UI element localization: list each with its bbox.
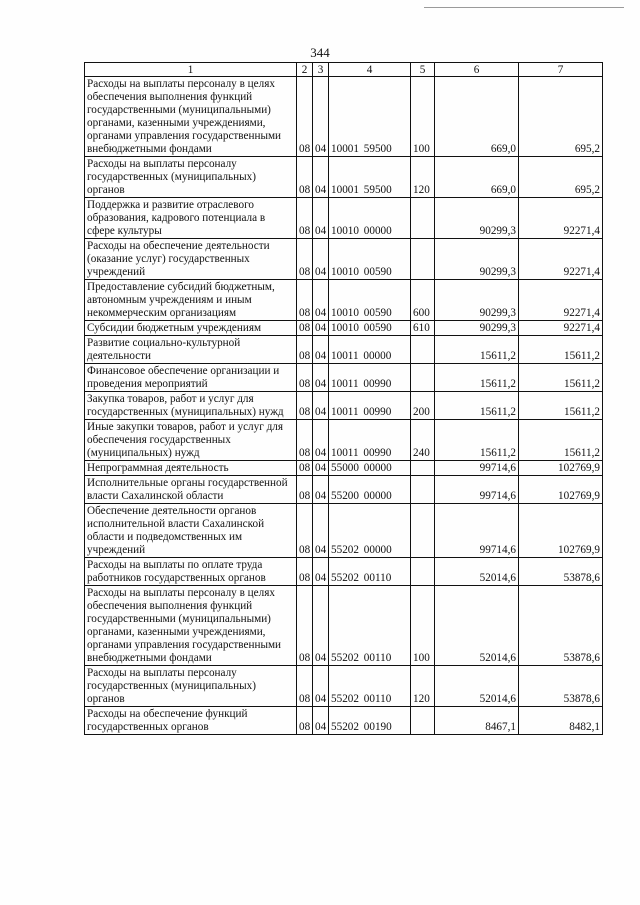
table-row [85,280,603,321]
table-row [85,392,603,420]
cell-name: Иные закупки товаров, работ и услуг для обеспечения государственных (муниципальных) нужд [85,420,297,461]
cell-target-article: 10010 00590 [329,321,411,336]
cell-subsection: 04 [313,707,329,735]
cell-amount-year1: 90299,3 [435,239,519,280]
cell-section: 08 [297,336,313,364]
cell-target-article: 55202 00110 [329,666,411,707]
cell-amount-year2: 53878,6 [519,586,603,666]
table-row [85,239,603,280]
table-row [85,420,603,461]
cell-section: 08 [297,476,313,504]
cell-target-article: 10010 00590 [329,239,411,280]
cell-amount-year1: 90299,3 [435,321,519,336]
cell-amount-year2: 15611,2 [519,336,603,364]
cell-section: 08 [297,364,313,392]
cell-subsection: 04 [313,420,329,461]
cell-target-article: 10011 00000 [329,336,411,364]
cell-expense-type [411,504,435,558]
table-row [85,476,603,504]
cell-target-article: 10001 59500 [329,157,411,198]
table-row [85,364,603,392]
cell-section: 08 [297,420,313,461]
cell-target-article: 10011 00990 [329,364,411,392]
cell-name: Расходы на выплаты персоналу в целях обеспечения выполнения функций государственными (муниципальными) органами, казенными учреждениями, органами управления государственными внебюджетными фондами [85,586,297,666]
cell-expense-type: 100 [411,77,435,157]
header-col-5: 5 [411,63,435,77]
cell-amount-year2: 8482,1 [519,707,603,735]
cell-expense-type: 200 [411,392,435,420]
cell-expense-type: 240 [411,420,435,461]
table-row [85,666,603,707]
cell-amount-year1: 15611,2 [435,336,519,364]
cell-expense-type: 120 [411,666,435,707]
cell-subsection: 04 [313,157,329,198]
cell-target-article: 10001 59500 [329,77,411,157]
cell-section: 08 [297,77,313,157]
table-row [85,461,603,476]
cell-expense-type [411,364,435,392]
cell-section: 08 [297,157,313,198]
cell-expense-type: 120 [411,157,435,198]
cell-name: Закупка товаров, работ и услуг для государственных (муниципальных) нужд [85,392,297,420]
cell-subsection: 04 [313,476,329,504]
cell-subsection: 04 [313,364,329,392]
cell-amount-year2: 92271,4 [519,239,603,280]
cell-amount-year2: 102769,9 [519,476,603,504]
cell-target-article: 55202 00000 [329,504,411,558]
cell-amount-year1: 15611,2 [435,392,519,420]
cell-amount-year2: 92271,4 [519,198,603,239]
table-row [85,321,603,336]
cell-amount-year1: 15611,2 [435,364,519,392]
cell-name: Расходы на обеспечение деятельности (оказание услуг) государственных учреждений [85,239,297,280]
cell-expense-type: 100 [411,586,435,666]
cell-amount-year2: 695,2 [519,77,603,157]
table-row [85,198,603,239]
cell-name: Субсидии бюджетным учреждениям [85,321,297,336]
cell-expense-type [411,476,435,504]
cell-section: 08 [297,461,313,476]
header-col-1: 1 [85,63,297,77]
table-row [85,77,603,157]
table-row [85,558,603,586]
cell-subsection: 04 [313,504,329,558]
cell-expense-type [411,239,435,280]
cell-subsection: 04 [313,198,329,239]
cell-section: 08 [297,239,313,280]
cell-target-article: 55000 00000 [329,461,411,476]
cell-amount-year2: 15611,2 [519,364,603,392]
cell-expense-type [411,198,435,239]
header-col-6: 6 [435,63,519,77]
cell-subsection: 04 [313,392,329,420]
table-row [85,707,603,735]
cell-name: Расходы на выплаты по оплате труда работников государственных органов [85,558,297,586]
cell-subsection: 04 [313,461,329,476]
cell-amount-year2: 15611,2 [519,420,603,461]
cell-name: Расходы на выплаты персоналу государственных (муниципальных) органов [85,666,297,707]
cell-target-article: 55200 00000 [329,476,411,504]
cell-target-article: 10010 00000 [329,198,411,239]
cell-section: 08 [297,558,313,586]
cell-name: Расходы на выплаты персоналу государственных (муниципальных) органов [85,157,297,198]
cell-amount-year1: 99714,6 [435,461,519,476]
cell-section: 08 [297,280,313,321]
cell-subsection: 04 [313,336,329,364]
cell-amount-year1: 52014,6 [435,558,519,586]
cell-expense-type [411,336,435,364]
cell-expense-type [411,707,435,735]
cell-section: 08 [297,321,313,336]
cell-target-article: 10011 00990 [329,420,411,461]
cell-expense-type [411,558,435,586]
cell-section: 08 [297,504,313,558]
scan-edge-line [424,7,624,8]
cell-subsection: 04 [313,77,329,157]
cell-name: Развитие социально-культурной деятельности [85,336,297,364]
cell-amount-year1: 99714,6 [435,476,519,504]
cell-section: 08 [297,198,313,239]
cell-target-article: 55202 00110 [329,558,411,586]
cell-name: Исполнительные органы государственной власти Сахалинской области [85,476,297,504]
cell-subsection: 04 [313,558,329,586]
cell-amount-year2: 53878,6 [519,558,603,586]
cell-subsection: 04 [313,586,329,666]
cell-subsection: 04 [313,321,329,336]
cell-subsection: 04 [313,280,329,321]
cell-expense-type [411,461,435,476]
cell-target-article: 55202 00110 [329,586,411,666]
cell-name: Поддержка и развитие отраслевого образования, кадрового потенциала в сфере культуры [85,198,297,239]
budget-table-body [85,63,603,735]
budget-table [84,62,603,735]
cell-name: Расходы на выплаты персоналу в целях обеспечения выполнения функций государственными (муниципальными) органами, казенными учреждениями, органами управления государственными внебюджетными фондами [85,77,297,157]
cell-amount-year2: 102769,9 [519,504,603,558]
header-col-2: 2 [297,63,313,77]
cell-subsection: 04 [313,666,329,707]
cell-expense-type: 610 [411,321,435,336]
header-col-3: 3 [313,63,329,77]
cell-name: Непрограммная деятельность [85,461,297,476]
cell-amount-year1: 15611,2 [435,420,519,461]
cell-amount-year2: 695,2 [519,157,603,198]
cell-name: Обеспечение деятельности органов исполнительной власти Сахалинской области и подведомственных им учреждений [85,504,297,558]
header-col-4: 4 [329,63,411,77]
page-number: 344 [310,45,330,60]
cell-amount-year1: 669,0 [435,77,519,157]
header-col-7: 7 [519,63,603,77]
cell-target-article: 10011 00990 [329,392,411,420]
table-row [85,157,603,198]
cell-section: 08 [297,586,313,666]
cell-amount-year2: 53878,6 [519,666,603,707]
cell-amount-year2: 92271,4 [519,321,603,336]
cell-name: Финансовое обеспечение организации и проведения мероприятий [85,364,297,392]
cell-amount-year1: 99714,6 [435,504,519,558]
cell-target-article: 55202 00190 [329,707,411,735]
cell-expense-type: 600 [411,280,435,321]
cell-target-article: 10010 00590 [329,280,411,321]
cell-section: 08 [297,392,313,420]
cell-section: 08 [297,666,313,707]
cell-amount-year1: 90299,3 [435,198,519,239]
table-row [85,586,603,666]
table-row [85,336,603,364]
cell-name: Расходы на обеспечение функций государственных органов [85,707,297,735]
cell-amount-year1: 52014,6 [435,666,519,707]
cell-name: Предоставление субсидий бюджетным, автономным учреждениям и иным некоммерческим организациям [85,280,297,321]
table-row [85,504,603,558]
cell-amount-year1: 8467,1 [435,707,519,735]
cell-amount-year1: 90299,3 [435,280,519,321]
cell-section: 08 [297,707,313,735]
header-row [85,63,603,77]
cell-amount-year1: 52014,6 [435,586,519,666]
cell-amount-year2: 92271,4 [519,280,603,321]
cell-amount-year2: 102769,9 [519,461,603,476]
cell-amount-year1: 669,0 [435,157,519,198]
cell-subsection: 04 [313,239,329,280]
cell-amount-year2: 15611,2 [519,392,603,420]
